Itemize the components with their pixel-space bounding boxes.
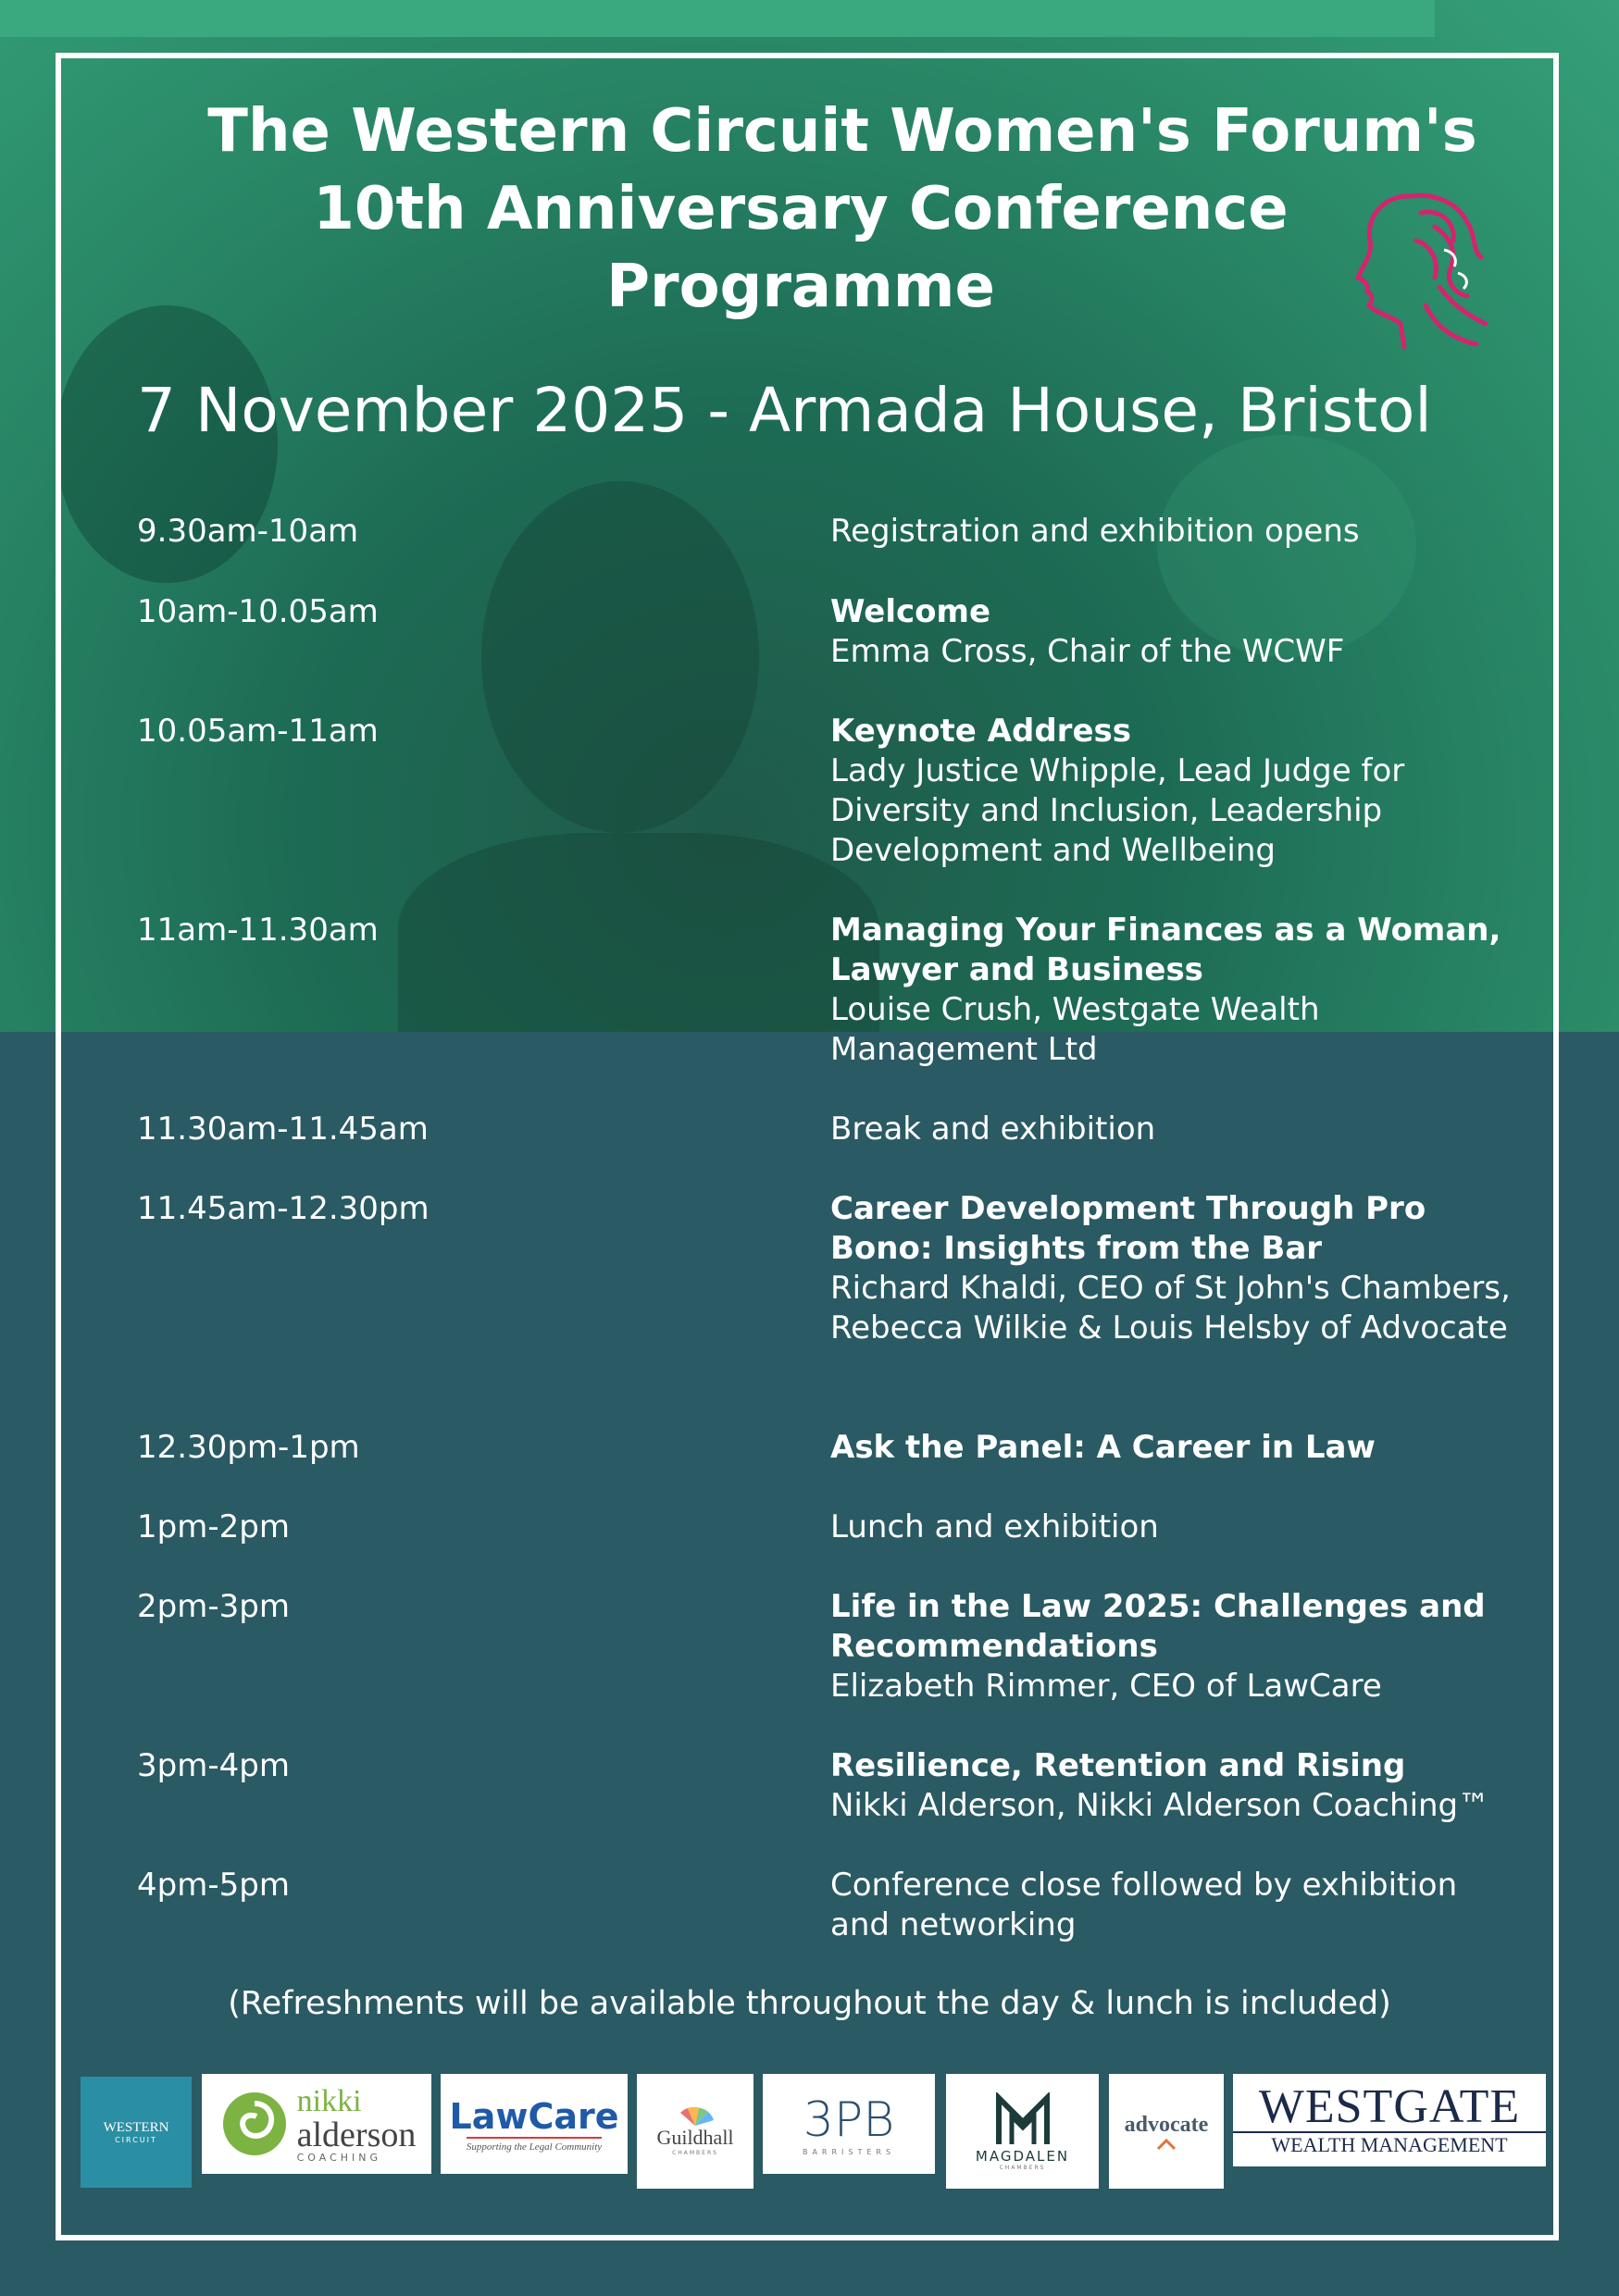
3pb-logo [763,2074,935,2174]
lawcare-logo [441,2074,628,2174]
schedule-description [830,1866,1515,1945]
western-circuit-text: WESTERN [103,2120,169,2135]
schedule-description [830,1110,1515,1149]
nikki-text-1: nikki [296,2083,362,2118]
wcwf-head-logo-icon [1347,185,1495,352]
title-line-2: 10th Anniversary Conference [313,175,1289,243]
session-detail: Lunch and exhibition [830,1508,1159,1545]
magdalen-text: MAGDALEN [975,2147,1070,2165]
western-circuit-logo [81,2077,192,2188]
guildhall-fan-icon [677,2107,714,2126]
westgate-subtext: WEALTH MANAGEMENT [1233,2131,1546,2157]
session-detail: Emma Cross, Chair of the WCWF [830,633,1345,670]
3pb-text: 3PB [803,2091,895,2148]
session-detail: Conference close followed by exhibition and networking [830,1867,1458,1943]
session-title: Keynote Address [830,713,1131,750]
guildhall-text: Guildhall [656,2125,734,2149]
schedule-time: 11.45am-12.30pm [137,1190,430,1227]
date-location: 7 November 2025 - Armada House, Bristol [137,375,1432,446]
schedule-time: 1pm-2pm [137,1508,290,1545]
nikki-text-2: alderson [296,2115,417,2154]
schedule-description [830,1746,1515,1826]
session-title: Career Development Through Pro Bono: Insights from the Bar [830,1190,1426,1267]
western-circuit-subtext: CIRCUIT [115,2136,157,2144]
schedule-time: 10am-10.05am [137,593,379,630]
schedule-description [830,1587,1515,1706]
nikki-swirl-icon [218,2087,292,2161]
session-title: Resilience, Retention and Rising [830,1747,1406,1784]
schedule-description [830,512,1515,552]
magdalen-m-icon [993,2092,1052,2148]
guildhall-subtext: CHAMBERS [672,2149,718,2156]
westgate-logo [1233,2074,1546,2166]
lawcare-subtext: Supporting the Legal Community [467,2137,602,2153]
title-line-3: Programme [606,253,995,321]
refreshments-note: (Refreshments will be available throughout the day & lunch is included) [228,1985,1391,2022]
lawcare-text: LawCare [449,2095,619,2137]
schedule-time: 11.30am-11.45am [137,1111,429,1148]
session-detail: Richard Khaldi, CEO of St John's Chambers, Rebecca Wilkie & Louis Helsby of Advocate [830,1270,1511,1347]
guildhall-logo [637,2074,753,2189]
session-detail: Elizabeth Rimmer, CEO of LawCare [830,1668,1382,1705]
schedule-time: 4pm-5pm [137,1867,290,1904]
schedule-description [830,1189,1515,1348]
session-detail: Registration and exhibition opens [830,513,1360,550]
schedule-description [830,1428,1515,1468]
schedule-time: 3pm-4pm [137,1747,290,1784]
session-title: Life in the Law 2025: Challenges and Recommendations [830,1588,1486,1665]
title-line-1: The Western Circuit Women's Forum's [207,97,1477,166]
magdalen-logo [946,2074,1099,2189]
nikki-alderson-logo [202,2074,431,2174]
schedule-description [830,911,1515,1070]
session-title: Ask the Panel: A Career in Law [830,1429,1376,1466]
schedule-time: 2pm-3pm [137,1588,290,1625]
nikki-text-3: COACHING [296,2151,382,2164]
3pb-subtext: BARRISTERS [802,2147,896,2156]
sponsor-logos [0,2071,1619,2191]
schedule-description [830,1508,1515,1547]
schedule-description [830,712,1515,871]
schedule-description [830,592,1515,672]
advocate-logo [1109,2074,1224,2189]
magdalen-subtext: CHAMBERS [999,2164,1046,2171]
session-detail: Break and exhibition [830,1111,1156,1148]
session-detail: Louise Crush, Westgate Wealth Management Ltd [830,991,1320,1068]
schedule-time: 10.05am-11am [137,713,379,750]
schedule-time: 11am-11.30am [137,912,379,949]
session-detail: Lady Justice Whipple, Lead Judge for Diversity and Inclusion, Leadership Development and Wellbeing [830,752,1405,869]
schedule-time: 9.30am-10am [137,513,359,550]
westgate-text: WESTGATE [1258,2080,1521,2133]
advocate-chevron-icon [1155,2138,1177,2151]
top-glow-band [0,0,1435,37]
session-title: Managing Your Finances as a Woman, Lawyer and Business [830,912,1501,988]
page-title [130,93,1555,326]
session-title: Welcome [830,593,991,630]
schedule-time: 12.30pm-1pm [137,1429,360,1466]
advocate-text: advocate [1124,2112,1209,2137]
session-detail: Nikki Alderson, Nikki Alderson Coaching™ [830,1787,1490,1824]
